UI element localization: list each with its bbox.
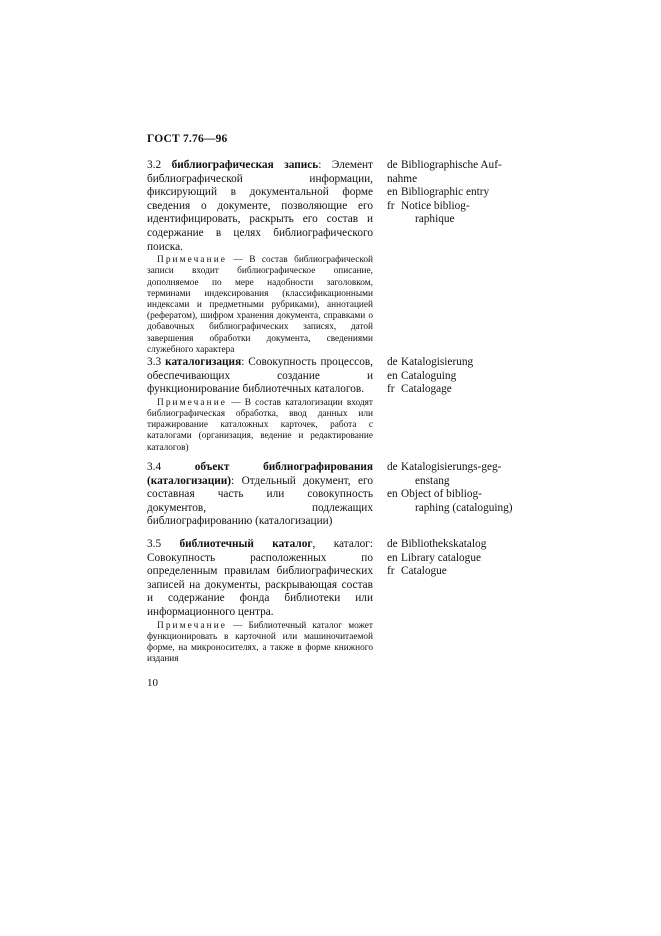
equivalent-term: Catalogue — [401, 565, 447, 578]
definition-column — [147, 538, 373, 665]
lang-code: de — [387, 461, 398, 473]
equivalent-term: Bibliographic entry — [401, 186, 490, 199]
equivalent-term: Bibliographische Auf- — [401, 159, 502, 171]
note-label: Примечание — [157, 255, 227, 266]
definition — [147, 461, 373, 529]
note — [147, 398, 373, 454]
entry-number: 3.5 — [147, 538, 162, 550]
lang-code: fr — [387, 383, 395, 396]
equivalent-term: Catalogage — [401, 383, 452, 396]
note — [147, 255, 373, 356]
equivalent-term: Bibliothekskatalog — [401, 538, 487, 550]
lang-code: en — [387, 369, 398, 382]
equivalent-term-continuation: raphique — [415, 213, 455, 226]
equivalents-column — [387, 461, 537, 515]
equivalent-en — [387, 370, 537, 384]
lang-code: de — [387, 159, 398, 171]
equivalent-term-continuation: nahme — [387, 172, 418, 185]
equivalent-de — [387, 538, 537, 552]
equivalent-term: Object of bibliog- — [401, 488, 482, 501]
equivalent-en — [387, 488, 537, 515]
definition-text: : Отдельный документ, его составная часть или совокупность документов, подлежащих библиографированию (каталогизации) — [147, 474, 373, 528]
entry-number: 3.4 — [147, 461, 162, 473]
equivalent-term: Library catalogue — [401, 551, 481, 564]
note-label: Примечание — [157, 397, 227, 408]
term: библиографическая запись — [171, 159, 319, 171]
equivalents-column — [387, 356, 537, 397]
definition — [147, 538, 373, 620]
definition — [147, 159, 373, 254]
equivalent-term: Notice bibliog- — [401, 199, 470, 212]
note-text: — В состав библиографической записи входит библиографическое описание, дополняемое по мере надобности заголовком, терминами индексирования (классификационными индексами и предметными рубриками), аннотацией (рефератом), шифром хранения документа, справками о добавочных библиографических записях, датой завершения обработки документа, сведениями служебного характера — [147, 255, 373, 355]
term: каталогизация — [165, 356, 242, 368]
definition-text: : Совокупность процессов, обеспечивающих создание и функционирование библиотечных каталогов. — [147, 356, 373, 396]
note-text: — Библиотечный каталог может функционировать в карточной или машиночитаемой форме, на микроносителях, а также в форме книжного издания — [147, 620, 373, 665]
lang-code: fr — [387, 199, 395, 212]
definition-column — [147, 356, 373, 454]
equivalent-term: Katalogisierung — [401, 356, 474, 368]
page-number: 10 — [147, 677, 158, 689]
lang-code: de — [387, 538, 398, 550]
equivalent-term-continuation: enstang — [415, 474, 450, 487]
equivalent-term: Cataloguing — [401, 369, 457, 382]
note-label: Примечание — [157, 620, 227, 631]
note — [147, 621, 373, 666]
equivalents-column — [387, 159, 537, 227]
equivalent-fr — [387, 200, 537, 227]
equivalent-en — [387, 186, 537, 200]
equivalent-fr — [387, 565, 537, 579]
document-header: ГОСТ 7.76—96 — [147, 133, 228, 145]
definition-text: : Элемент библиографической информации, фиксирующий в документальной форме сведения о документе, позволяющие его идентифицировать, раскрыть его состав и содержание в целях библиографического поиска. — [147, 159, 373, 253]
definition-column — [147, 159, 373, 356]
equivalent-en — [387, 552, 537, 566]
equivalent-term-continuation: raphing (cataloguing) — [415, 501, 513, 514]
lang-code: en — [387, 186, 398, 199]
equivalents-column — [387, 538, 537, 579]
entry-number: 3.2 — [147, 159, 162, 171]
equivalent-fr — [387, 383, 537, 397]
equivalent-de — [387, 159, 537, 173]
lang-code: en — [387, 488, 398, 501]
lang-code: de — [387, 356, 398, 368]
definition — [147, 356, 373, 397]
definition-column — [147, 461, 373, 529]
term: объект библиографирования (каталогизации) — [147, 461, 374, 487]
term: библиотечный каталог — [179, 538, 313, 550]
equivalent-de — [387, 356, 537, 370]
lang-code: fr — [387, 565, 395, 578]
note-text: — В состав каталогизации входят библиографическая обработка, ввод данных или тиражирование каталожных карточек, работа с каталогами (организация, ведение и редактирование каталогов) — [147, 397, 373, 453]
lang-code: en — [387, 551, 398, 564]
definition-text: , каталог: Совокупность расположенных по определенным правилам библиографических записей на документы, раскрывающая состав и содержание фонда библиотеки или информационного центра. — [147, 538, 374, 618]
entry-number: 3.3 — [147, 356, 162, 368]
equivalent-term: Katalogisierungs-geg- — [401, 461, 502, 473]
equivalent-de — [387, 461, 537, 488]
